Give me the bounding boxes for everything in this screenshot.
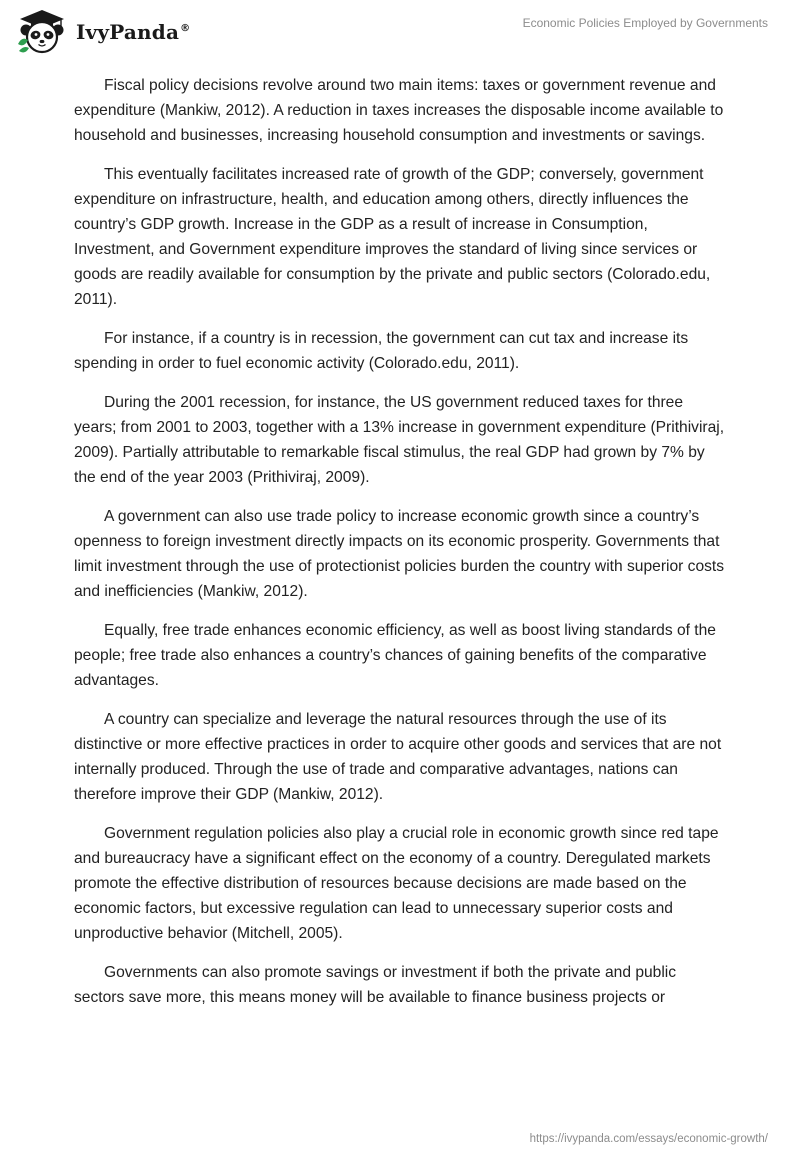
essay-body: [74, 73, 728, 1024]
brand-name: IvyPanda®: [76, 20, 191, 44]
paragraph: A country can specialize and leverage the natural resources through the use of its distinctive or more effective practices in order to acquire other goods and services that are not internally produced. Through the use of trade and comparative advantages, nations can therefore improve their GDP (Mankiw, 2012).: [74, 711, 722, 803]
paragraph: Fiscal policy decisions revolve around two main items: taxes or government revenue and expenditure (Mankiw, 2012). A reduction in taxes increases the disposable income available to household and businesses, increasing household consumption and investments or savings.: [74, 77, 724, 144]
panda-graduate-icon: [16, 8, 68, 56]
paragraph: Equally, free trade enhances economic efficiency, as well as boost living standards of the people; free trade also enhances a country’s chances of gaining benefits of the comparative advantages.: [74, 622, 716, 689]
page-header: [0, 0, 800, 60]
brand-logo[interactable]: [16, 8, 190, 56]
document-title: Economic Policies Employed by Governments: [522, 16, 768, 30]
paragraph: Governments can also promote savings or investment if both the private and public sectors save more, this means money will be available to finance business projects or: [74, 964, 677, 1006]
paragraph: Government regulation policies also play a crucial role in economic growth since red tape and bureaucracy have a significant effect on the economy of a country. Deregulated markets promote the effective distribution of resources because decisions are made based on the economic factors, but excessive regulation can lead to unnecessary superior costs and unproductive behavior (Mitchell, 2005).: [74, 825, 719, 942]
source-url[interactable]: https://ivypanda.com/essays/economic-growth/: [529, 1133, 768, 1145]
paragraph: This eventually facilitates increased rate of growth of the GDP; conversely, government expenditure on infrastructure, health, and education among others, directly influences the country’s GDP growth. Increase in the GDP as a result of increase in Consumption, Investment, and Government expenditure improves the standard of living since services or goods are readily available for consumption by the private and public sectors (Colorado.edu, 2011).: [74, 166, 711, 308]
paragraph: A government can also use trade policy to increase economic growth since a country’s openness to foreign investment directly impacts on its economic prosperity. Governments that limit investment through the use of protectionist policies burden the country with superior costs and inefficiencies (Mankiw, 2012).: [74, 508, 725, 600]
paragraph: For instance, if a country is in recession, the government can cut tax and increase its spending in order to fuel economic activity (Colorado.edu, 2011).: [74, 330, 689, 372]
registered-mark: ®: [180, 23, 191, 35]
paragraph: During the 2001 recession, for instance, the US government reduced taxes for three years; from 2001 to 2003, together with a 13% increase in government expenditure (Prithiviraj, 2009). Partially attributable to remarkable fiscal stimulus, the real GDP had grown by 7% by the end of the year 2003 (Prithiviraj, 2009).: [74, 394, 725, 486]
